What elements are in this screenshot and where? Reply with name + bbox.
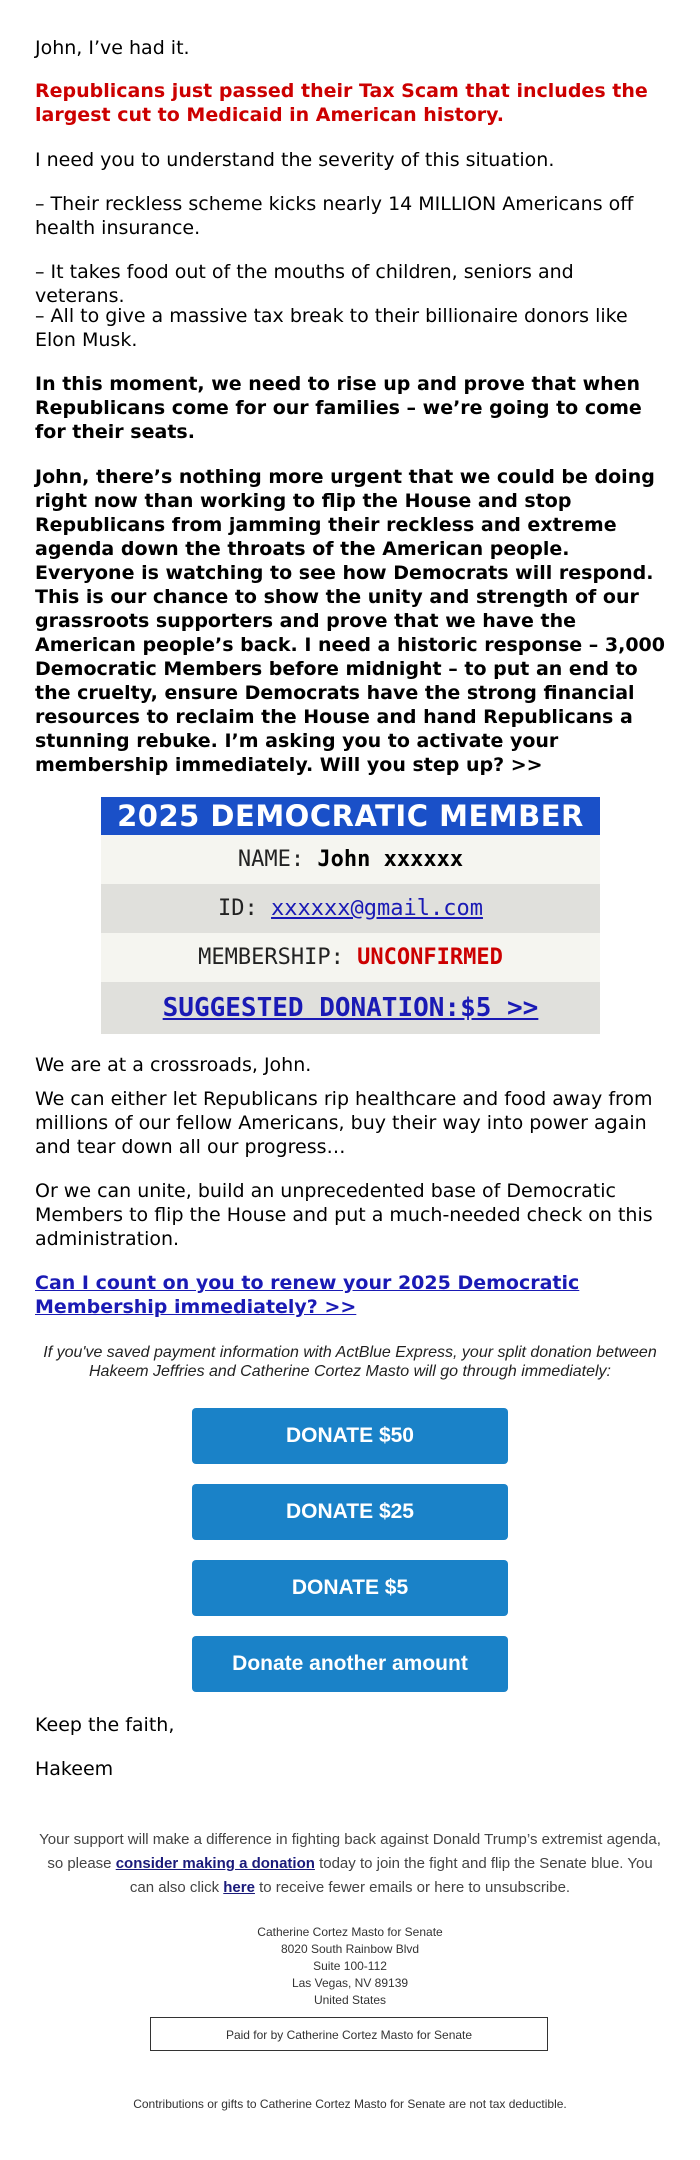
footer-text-after: to receive fewer emails or here to unsubscribe. — [259, 1879, 571, 1896]
consider-donation-link[interactable]: consider making a donation — [115, 1855, 315, 1872]
bold-paragraph-rise-up: In this moment, we need to rise up and prove that when Republicans come for our families – we’re going to come for their seats. — [35, 373, 642, 443]
id-email-link[interactable]: xxxxxx@gmail.com — [271, 896, 483, 921]
suggested-donation-row — [101, 982, 600, 1034]
signature-name: Hakeem — [35, 1758, 114, 1780]
name-value: John xxxxxx — [317, 847, 464, 872]
crossroads-text: We are at a crossroads, John. — [35, 1054, 312, 1076]
donate-other-amount-button[interactable]: Donate another amount — [192, 1636, 508, 1692]
membership-name-row — [101, 835, 600, 884]
membership-card-title: 2025 DEMOCRATIC MEMBER — [101, 797, 600, 835]
footer-text — [35, 1828, 665, 1900]
paragraph-either: We can either let Republicans rip healthcare and food away from millions of our fellow Americans, buy their way into power again and tear down all our progress… — [35, 1088, 653, 1158]
address-country: United States — [313, 1993, 387, 2007]
paid-for-box: Paid for by Catherine Cortez Masto for Senate — [150, 2017, 548, 2051]
address-suite: Suite 100-112 — [313, 1959, 387, 1973]
paragraph-severity: I need you to understand the severity of this situation. — [35, 149, 555, 171]
address-street: 8020 South Rainbow Blvd — [280, 1942, 420, 1956]
renew-membership-link[interactable]: Can I count on you to renew your 2025 Democratic Membership immediately? >> — [35, 1272, 580, 1318]
suggested-donation-link[interactable]: SUGGESTED DONATION:$5 >> — [162, 993, 539, 1023]
donate-25-button[interactable]: DONATE $25 — [192, 1484, 508, 1540]
address-city: Las Vegas, NV 89139 — [291, 1976, 409, 1990]
footer-text-before: Your support will make a difference in fighting back against Donald Trump’s extremist agenda, so please — [39, 1831, 661, 1872]
renew-membership-paragraph — [35, 1271, 665, 1319]
name-label: NAME: — [237, 847, 305, 872]
membership-card[interactable] — [101, 797, 600, 1034]
membership-label: MEMBERSHIP: — [198, 945, 344, 970]
closing-line: Keep the faith, — [35, 1714, 175, 1736]
greeting: John, I’ve had it. — [35, 37, 190, 59]
mailing-address — [35, 1924, 665, 2009]
membership-id-row — [101, 884, 600, 933]
bullet-tax-break: – All to give a massive tax break to their billionaire donors like Elon Musk. — [35, 305, 628, 351]
membership-status: UNCONFIRMED — [357, 945, 503, 970]
paragraph-unite: Or we can unite, build an unprecedented base of Democratic Members to flip the House and put a much-needed check on this administration. — [35, 1180, 653, 1250]
id-label: ID: — [218, 896, 258, 921]
fewer-emails-link[interactable]: here — [223, 1879, 255, 1896]
donate-5-button[interactable]: DONATE $5 — [192, 1560, 508, 1616]
tax-disclaimer: Contributions or gifts to Catherine Cortez Masto for Senate are not tax deductible. — [133, 2097, 567, 2111]
address-org: Catherine Cortez Masto for Senate — [257, 1925, 443, 1939]
footer-text-middle: today to join the fight and flip the Senate blue. You can also click — [129, 1855, 653, 1896]
bold-paragraph-urgent: John, there’s nothing more urgent that we could be doing right now than working to flip the House and stop Republicans from jamming their reckless and extreme agenda down the throats of the American people. Everyone is watching to see how Democrats will respond. This is our chance to show the unity and strength of our grassroots supporters and prove that we have the American people’s back. I need a historic response – 3,000 Democratic Members before midnight – to put an end to the cruelty, ensure Democrats have the strong financial resources to reclaim the House and hand Republicans a stunning rebuke. I’m asking you to activate your membership immediately. Will you step up? >> — [35, 466, 665, 776]
donate-50-button[interactable]: DONATE $50 — [192, 1408, 508, 1464]
bullet-health-insurance: – Their reckless scheme kicks nearly 14 MILLION Americans off health insurance. — [35, 193, 634, 239]
bullet-food: – It takes food out of the mouths of children, seniors and veterans. — [35, 261, 574, 307]
membership-status-row — [101, 933, 600, 982]
actblue-note: If you've saved payment information with ActBlue Express, your split donation between Hakeem Jeffries and Catherine Cortez Masto will go through immediately: — [43, 1344, 657, 1380]
headline: Republicans just passed their Tax Scam that includes the largest cut to Medicaid in American history. — [35, 80, 648, 126]
